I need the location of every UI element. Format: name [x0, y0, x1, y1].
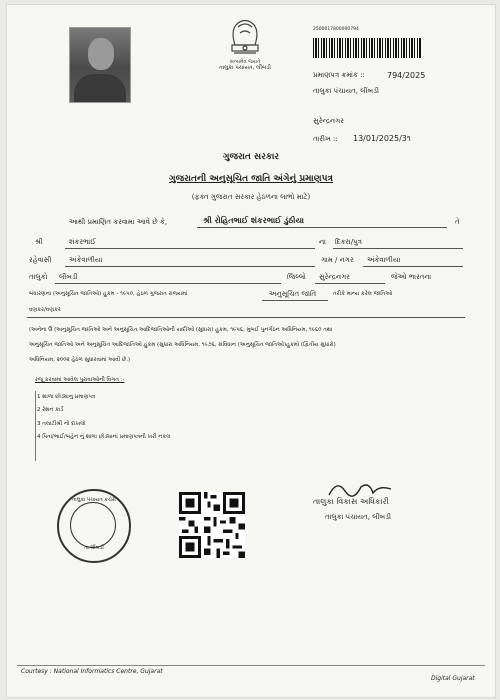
na-label: ના	[319, 238, 326, 246]
document-item: 4 પિતા/ભાઈ/બહેન નું શાળા છોડ્યાનાં પ્રમાણપત્રની ખરી નકલ	[37, 433, 171, 440]
docs-left-rule	[35, 391, 36, 461]
photo-shoulders	[74, 74, 126, 102]
legal-para-line-2: અનુસૂચિત જાતિઓ અને અનુસૂચિત આદિજાતિઓ હુકમ (સુધારા અધિનિયમ, ૧૯૭૬, સંવિધાન (અનુસૂચિત જાતિઓ)હુકમો (દ્વિતીય સુધારો)	[29, 342, 336, 348]
order-text: બંધારણના (અનુસૂચિત જાતિઓ) હુકમ - ૧૯૫૦, હેઠળ ગુજરાત રાજ્યમાં	[29, 291, 188, 297]
barcode	[313, 38, 421, 58]
resident-value: અંકેવાળીયા	[69, 256, 103, 264]
documents-list	[37, 394, 170, 447]
village-label: ગામ / નગર	[321, 256, 354, 264]
signatory-title: તાલુકા વિકાસ અધિકારી	[313, 497, 389, 506]
legal-para-line-1: (અનેના ઉ (અનુસૂચિત જાતિઓ અને અનુસૂચિત આદિજાતિઓની યાદીઓ (સુધારા) હુકમ, ૧૯૫૬, મુંબઈ પુનર્ગઠન અધિનિયમ, ૧૯૬૦ તથા	[29, 327, 333, 333]
applicant-photo	[69, 27, 131, 103]
taluka-label: તાલુકો	[29, 273, 48, 281]
state-label: જેઓ ભારતના	[391, 273, 432, 281]
emblem-subcaption: તાલુકા પંચાયત, લીંબડી	[219, 65, 271, 71]
father-name: શંકરભાઈ	[69, 238, 96, 246]
national-emblem-icon	[220, 15, 270, 71]
barcode-number: 2500017800000794	[313, 27, 359, 32]
certificate-title: ગુજરાતની અનુસૂચિત જાતિ અંગેનું પ્રમાણપત્ર	[169, 174, 333, 184]
government-title: ગુજરાત સરકાર	[222, 152, 280, 162]
legal-para-line-3: અધિનિયમ, ૨૦૦૨ હેઠળ સુધારવામાં આવી છે.)	[29, 357, 131, 363]
footer-courtesy: Courtesy : National Informatics Centre, Gujarat	[21, 668, 163, 675]
community-underline	[27, 317, 465, 318]
recognition-text: તરીકે માન્ય કરેલ જાતિઓ	[333, 291, 393, 297]
documents-title: રજૂ કરવામાં આવેલ પુરાવાઓની વિગત :-	[35, 377, 125, 383]
document-item: 3 તલાટીશ્રી નો દાખલો	[37, 420, 86, 427]
taluka-value: લીંબડી	[59, 273, 78, 281]
place: સુરેન્દ્રનગર	[313, 117, 344, 125]
office-seal-icon	[57, 489, 131, 563]
footer-rule	[17, 665, 485, 666]
footer-digital-gujarat: Digital Gujarat	[431, 675, 475, 682]
district-underline	[315, 283, 385, 284]
photo-face	[88, 38, 114, 70]
issuing-office: તાલુકા પંચાયત, લીંબડી	[313, 87, 379, 95]
document-item: 1 શાળા છોડ્યાનુ પ્રમાણપત્ર	[37, 394, 96, 400]
seal-top-text: તાલુકા પંચાયત કચેરી	[72, 497, 116, 503]
taluka-underline	[55, 283, 281, 284]
issue-date: 13/01/2025/3૧	[353, 134, 411, 143]
community-value: વણકર/વણકર	[29, 307, 61, 313]
name-underline	[197, 227, 447, 228]
suffix-te: તે	[455, 218, 460, 226]
district-label: જિલ્લો	[287, 273, 306, 281]
seal-bottom-text: તા.લીંબડી	[84, 545, 104, 551]
signatory-office: તાલુકા પંચાયત, લીંબડી	[325, 513, 391, 521]
relation: દિકરા/પુત્ર	[335, 238, 362, 246]
shri-label: શ્રી	[35, 238, 43, 246]
father-underline	[65, 248, 315, 249]
village-underline	[363, 266, 463, 267]
emblem-caption: સત્યમેવ જયતે	[229, 59, 261, 65]
qr-code	[179, 492, 245, 558]
caste-type: અનુસૂચિત જાતિ	[269, 290, 317, 298]
certificate-subtitle: (ફક્ત ગુજરાત સરકાર હેઠળના લાભો માટે)	[191, 193, 311, 201]
document-item: 2 રેશન કાર્ડ	[37, 407, 64, 414]
cert-no-label: પ્રમાણપત્ર ક્રમાંક ::	[313, 71, 365, 79]
caste-underline	[262, 300, 328, 301]
relation-underline	[333, 248, 463, 249]
district-value: સુરેન્દ્રનગર	[319, 273, 350, 281]
village-value: અંકેવાળીયા	[367, 256, 401, 264]
resident-underline	[65, 266, 315, 267]
date-label: તારીખ ::	[313, 135, 338, 143]
intro-text: આથી પ્રમાણિત કરવામાં આવે છે કે,	[69, 218, 168, 226]
resident-label: રહેવાસી	[29, 256, 52, 264]
certificate-page	[6, 4, 496, 698]
applicant-name: શ્રી રોહિતભાઈ શંકરભાઈ ડુંઠીયા	[203, 216, 304, 225]
cert-no: 794/2025	[387, 71, 426, 80]
